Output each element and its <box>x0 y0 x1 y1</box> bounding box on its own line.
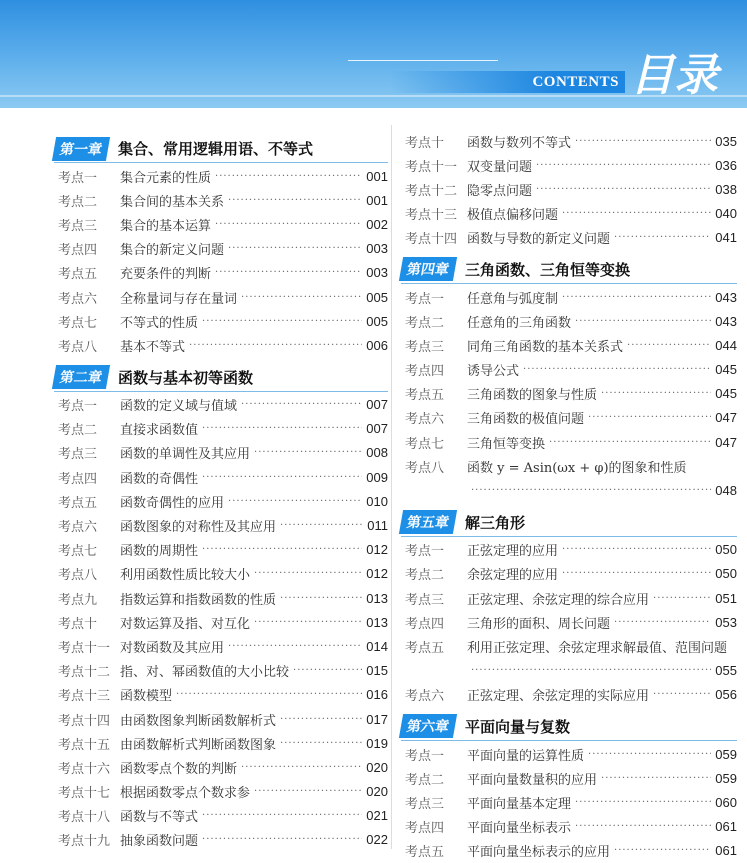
topic-number: 考点一 <box>58 399 98 415</box>
topic-number: 考点五 <box>405 640 445 656</box>
toc-entry[interactable] <box>405 586 737 610</box>
column-divider <box>391 125 392 849</box>
page-title: 目录 <box>630 50 718 101</box>
topic-number: 考点四 <box>58 471 98 487</box>
topic-number: 考点三 <box>58 218 98 234</box>
topic-title: 双变量问题 <box>467 159 533 175</box>
dot-leader <box>202 810 362 821</box>
dot-leader <box>293 665 362 676</box>
dot-leader <box>280 593 362 604</box>
topic-number: 考点十 <box>405 135 445 151</box>
dot-leader <box>254 447 362 458</box>
topic-title: 集合的基本运算 <box>120 218 212 234</box>
topic-title: 集合间的基本关系 <box>120 194 225 210</box>
toc-entry[interactable] <box>58 804 388 828</box>
dot-leader <box>575 821 711 832</box>
toc-entry[interactable] <box>58 212 388 236</box>
page-number: 051 <box>715 590 737 606</box>
toc-entry[interactable] <box>405 285 737 309</box>
topic-number: 考点二 <box>405 315 445 331</box>
topic-number: 考点一 <box>405 544 445 560</box>
dot-leader <box>601 773 711 784</box>
topic-title: 函数的周期性 <box>120 544 199 560</box>
toc-entry[interactable] <box>58 489 388 513</box>
topic-number: 考点十一 <box>405 159 458 175</box>
chapter-title: 平面向量与复数 <box>465 717 571 736</box>
page-number: 016 <box>366 687 388 703</box>
topic-number: 考点十八 <box>58 810 111 826</box>
page-number: 021 <box>366 808 388 824</box>
page-number: 005 <box>366 289 388 305</box>
dot-leader <box>241 399 362 410</box>
page-number: 059 <box>715 770 737 786</box>
topic-title: 隐零点问题 <box>467 183 533 199</box>
topic-number: 考点一 <box>58 170 98 186</box>
topic-title: 充要条件的判断 <box>120 267 212 283</box>
dot-leader <box>228 243 362 254</box>
contents-label: CONTENTS <box>390 71 625 93</box>
toc-entry[interactable] <box>58 513 388 537</box>
page-number: 045 <box>715 386 737 402</box>
dot-leader <box>588 749 711 760</box>
toc-entry[interactable] <box>58 164 388 188</box>
page-number: 059 <box>715 746 737 762</box>
topic-title: 集合元素的性质 <box>120 170 212 186</box>
toc-entry[interactable] <box>405 766 737 790</box>
page-number: 047 <box>715 434 737 450</box>
topic-number: 考点六 <box>405 412 445 428</box>
topic-number: 考点三 <box>405 592 445 608</box>
page-number: 014 <box>366 638 388 654</box>
page-number: 056 <box>715 687 737 703</box>
topic-title: 基本不等式 <box>120 339 186 355</box>
toc-right-column <box>405 129 737 863</box>
toc-entry[interactable] <box>405 562 737 586</box>
topic-title: 函数 y = Asin(ωx + φ)的图象和性质 <box>467 460 687 476</box>
dot-leader <box>549 437 711 448</box>
chapter-label: 第五章 <box>399 510 457 534</box>
page-number: 055 <box>715 663 737 679</box>
toc-entry[interactable] <box>58 707 388 731</box>
page-number: 015 <box>366 663 388 679</box>
toc-entry[interactable] <box>58 188 388 212</box>
topic-number: 考点四 <box>405 364 445 380</box>
chapter-title: 解三角形 <box>465 513 526 532</box>
topic-number: 考点九 <box>58 592 98 608</box>
toc-entry[interactable] <box>405 309 737 333</box>
topic-number: 考点十六 <box>58 761 111 777</box>
page-number: 043 <box>715 289 737 305</box>
topic-title: 三角函数的图象与性质 <box>467 388 598 404</box>
topic-title: 任意角的三角函数 <box>467 315 572 331</box>
toc-entry[interactable] <box>58 780 388 804</box>
topic-title: 平面向量坐标表示 <box>467 821 572 837</box>
dot-leader <box>241 292 362 303</box>
chapter-heading[interactable] <box>401 509 737 537</box>
topic-number: 考点四 <box>405 821 445 837</box>
topic-title: 函数模型 <box>120 689 173 705</box>
toc-entry-continuation[interactable] <box>405 478 737 502</box>
dot-leader <box>228 496 362 507</box>
toc-entry[interactable] <box>405 382 737 406</box>
chapter-title: 三角函数、三角恒等变换 <box>465 260 631 279</box>
topic-number: 考点十四 <box>405 232 458 248</box>
toc-entry[interactable] <box>58 237 388 261</box>
toc-left-column <box>58 129 388 852</box>
page-number: 038 <box>715 181 737 197</box>
topic-number: 考点十二 <box>58 665 111 681</box>
topic-number: 考点五 <box>58 495 98 511</box>
page-number: 035 <box>715 133 737 149</box>
topic-number: 考点八 <box>58 339 98 355</box>
page-number: 044 <box>715 337 737 353</box>
toc-entry[interactable] <box>405 202 737 226</box>
topic-title: 函数与不等式 <box>120 810 199 826</box>
topic-number: 考点十 <box>58 616 98 632</box>
topic-title: 三角函数的极值问题 <box>467 412 585 428</box>
topic-number: 考点六 <box>58 520 98 536</box>
dot-leader <box>228 641 362 652</box>
dot-leader <box>575 316 711 327</box>
topic-number: 考点三 <box>405 796 445 812</box>
toc-entry[interactable] <box>405 683 737 707</box>
toc-entry[interactable] <box>58 309 388 333</box>
dot-leader <box>627 340 711 351</box>
dot-leader <box>215 171 362 182</box>
toc-entry-continuation[interactable] <box>405 659 737 683</box>
topic-number: 考点四 <box>405 616 445 632</box>
page-number: 003 <box>366 241 388 257</box>
toc-entry[interactable] <box>58 828 388 852</box>
topic-title: 集合的新定义问题 <box>120 243 225 259</box>
page-number: 013 <box>366 590 388 606</box>
page-number: 007 <box>366 421 388 437</box>
topic-title: 正弦定理、余弦定理的综合应用 <box>467 592 650 608</box>
topic-title: 函数的定义域与值域 <box>120 399 238 415</box>
page-number: 012 <box>366 542 388 558</box>
dot-leader <box>228 195 362 206</box>
dot-leader <box>202 544 362 555</box>
toc-entry[interactable] <box>58 261 388 285</box>
toc-entry[interactable] <box>405 610 737 634</box>
topic-number: 考点四 <box>58 243 98 259</box>
page-number: 020 <box>366 784 388 800</box>
dot-leader <box>471 485 711 496</box>
chapter-heading[interactable] <box>54 135 388 163</box>
topic-title: 由函数图象判断函数解析式 <box>120 713 277 729</box>
page-number: 061 <box>715 843 737 859</box>
toc-entry[interactable] <box>405 790 737 814</box>
toc-entry[interactable] <box>58 731 388 755</box>
topic-number: 考点十三 <box>405 208 458 224</box>
dot-leader <box>575 797 711 808</box>
dot-leader <box>601 388 711 399</box>
toc-entry[interactable] <box>405 358 737 382</box>
topic-number: 考点二 <box>58 194 98 210</box>
topic-title: 指、对、幂函数值的大小比较 <box>120 665 290 681</box>
topic-title: 函数零点个数的判断 <box>120 761 238 777</box>
page-number: 013 <box>366 614 388 630</box>
chapter-heading[interactable] <box>401 256 737 284</box>
page-number: 053 <box>715 614 737 630</box>
topic-title: 全称量词与存在量词 <box>120 291 238 307</box>
toc-entry[interactable] <box>405 839 737 863</box>
dot-leader <box>588 412 711 423</box>
dot-leader <box>215 267 362 278</box>
toc-entry[interactable] <box>58 755 388 779</box>
topic-title: 函数的单调性及其应用 <box>120 447 251 463</box>
dot-leader <box>202 472 362 483</box>
dot-leader <box>653 593 711 604</box>
page-number: 043 <box>715 313 737 329</box>
dot-leader <box>614 232 711 243</box>
topic-number: 考点十七 <box>58 786 111 802</box>
toc-entry[interactable] <box>405 177 737 201</box>
dot-leader <box>523 364 711 375</box>
dot-leader <box>202 423 362 434</box>
dot-leader <box>562 208 711 219</box>
page-number: 001 <box>366 168 388 184</box>
topic-title: 指数运算和指数函数的性质 <box>120 592 277 608</box>
dot-leader <box>254 568 362 579</box>
page-number: 001 <box>366 192 388 208</box>
page-number: 061 <box>715 819 737 835</box>
chapter-label: 第六章 <box>399 714 457 738</box>
topic-number: 考点七 <box>58 315 98 331</box>
toc-entry[interactable] <box>405 406 737 430</box>
page-number: 036 <box>715 157 737 173</box>
topic-title: 直接求函数值 <box>120 423 199 439</box>
topic-title: 正弦定理的应用 <box>467 544 559 560</box>
topic-title: 平面向量的运算性质 <box>467 748 585 764</box>
dot-leader <box>241 762 362 773</box>
topic-number: 考点二 <box>405 568 445 584</box>
toc-entry[interactable] <box>58 659 388 683</box>
dot-leader <box>280 714 362 725</box>
topic-number: 考点五 <box>58 267 98 283</box>
dot-leader <box>562 568 711 579</box>
dot-leader <box>202 834 362 845</box>
topic-title: 正弦定理、余弦定理的实际应用 <box>467 689 650 705</box>
topic-number: 考点六 <box>58 291 98 307</box>
topic-title: 不等式的性质 <box>120 315 199 331</box>
topic-number: 考点十三 <box>58 689 111 705</box>
topic-number: 考点七 <box>58 544 98 560</box>
dot-leader <box>562 544 711 555</box>
topic-title: 三角形的面积、周长问题 <box>467 616 611 632</box>
topic-title: 利用函数性质比较大小 <box>120 568 251 584</box>
page-number: 047 <box>715 410 737 426</box>
topic-title: 函数图象的对称性及其应用 <box>120 520 277 536</box>
dot-leader <box>614 617 711 628</box>
dot-leader <box>280 520 363 531</box>
dot-leader <box>536 160 711 171</box>
page-number: 017 <box>366 711 388 727</box>
page-number: 019 <box>366 735 388 751</box>
page-number: 048 <box>715 483 737 499</box>
chapter-label: 第四章 <box>399 257 457 281</box>
topic-number: 考点一 <box>405 748 445 764</box>
page-number: 020 <box>366 759 388 775</box>
toc-entry[interactable] <box>405 430 737 454</box>
topic-number: 考点八 <box>405 460 445 476</box>
topic-title: 三角恒等变换 <box>467 436 546 452</box>
page-number: 060 <box>715 794 737 810</box>
toc-entry[interactable] <box>58 285 388 309</box>
topic-title: 函数与导数的新定义问题 <box>467 232 611 248</box>
page-number: 007 <box>366 397 388 413</box>
topic-title: 利用正弦定理、余弦定理求解最值、范围问题 <box>467 640 728 656</box>
page-number: 011 <box>367 518 388 534</box>
topic-title: 平面向量坐标表示的应用 <box>467 845 611 861</box>
topic-title: 根据函数零点个数求参 <box>120 786 251 802</box>
topic-title: 对数函数及其应用 <box>120 640 225 656</box>
topic-title: 平面向量数量积的应用 <box>467 772 598 788</box>
toc-entry[interactable] <box>58 538 388 562</box>
dot-leader <box>202 316 362 327</box>
topic-title: 抽象函数问题 <box>120 834 199 850</box>
topic-number: 考点八 <box>58 568 98 584</box>
dot-leader <box>575 136 711 147</box>
header-banner <box>0 0 747 108</box>
toc-entry[interactable] <box>405 454 737 478</box>
dot-leader <box>189 340 362 351</box>
toc-entry[interactable] <box>58 417 388 441</box>
page-number: 006 <box>366 337 388 353</box>
topic-title: 对数运算及指、对互化 <box>120 616 251 632</box>
dot-leader <box>176 689 362 700</box>
toc-entry[interactable] <box>405 129 737 153</box>
page-number: 005 <box>366 313 388 329</box>
topic-number: 考点七 <box>405 436 445 452</box>
page-number: 040 <box>715 206 737 222</box>
dot-leader <box>215 219 362 230</box>
topic-number: 考点二 <box>58 423 98 439</box>
topic-number: 考点十二 <box>405 183 458 199</box>
chapter-label: 第一章 <box>52 137 110 161</box>
page-number: 003 <box>366 265 388 281</box>
topic-number: 考点五 <box>405 388 445 404</box>
topic-title: 诱导公式 <box>467 364 520 380</box>
topic-number: 考点三 <box>58 447 98 463</box>
page-number: 010 <box>366 493 388 509</box>
topic-number: 考点三 <box>405 339 445 355</box>
toc-entry[interactable] <box>58 634 388 658</box>
toc-entry[interactable] <box>405 333 737 357</box>
topic-number: 考点十五 <box>58 737 111 753</box>
toc-entry[interactable] <box>405 538 737 562</box>
toc-entry[interactable] <box>58 333 388 357</box>
topic-title: 任意角与弧度制 <box>467 291 559 307</box>
dot-leader <box>536 184 711 195</box>
toc-entry[interactable] <box>58 393 388 417</box>
page-number: 002 <box>366 216 388 232</box>
decorative-line <box>348 60 498 61</box>
page-number: 022 <box>366 832 388 848</box>
topic-number: 考点一 <box>405 291 445 307</box>
toc-entry[interactable] <box>405 226 737 250</box>
topic-number: 考点五 <box>405 845 445 861</box>
chapter-title: 函数与基本初等函数 <box>118 368 254 387</box>
dot-leader <box>471 665 711 676</box>
topic-number: 考点十四 <box>58 713 111 729</box>
toc-entry[interactable] <box>58 683 388 707</box>
topic-title: 余弦定理的应用 <box>467 568 559 584</box>
topic-title: 函数的奇偶性 <box>120 471 199 487</box>
chapter-heading[interactable] <box>401 713 737 741</box>
topic-title: 平面向量基本定理 <box>467 796 572 812</box>
page-number: 045 <box>715 362 737 378</box>
toc-entry[interactable] <box>58 441 388 465</box>
dot-leader <box>280 738 362 749</box>
page-number: 050 <box>715 542 737 558</box>
toc-entry[interactable] <box>405 742 737 766</box>
dot-leader <box>614 845 711 856</box>
page-number: 008 <box>366 445 388 461</box>
dot-leader <box>254 617 362 628</box>
toc-entry[interactable] <box>405 634 737 658</box>
page-number: 041 <box>715 230 737 246</box>
toc-entry[interactable] <box>58 465 388 489</box>
dot-leader <box>254 786 362 797</box>
topic-title: 函数奇偶性的应用 <box>120 495 225 511</box>
dot-leader <box>653 689 711 700</box>
topic-title: 由函数解析式判断函数图象 <box>120 737 277 753</box>
dot-leader <box>562 292 711 303</box>
topic-number: 考点二 <box>405 772 445 788</box>
topic-title: 同角三角函数的基本关系式 <box>467 339 624 355</box>
topic-number: 考点十一 <box>58 640 111 656</box>
toc-entry[interactable] <box>58 610 388 634</box>
topic-title: 极值点偏移问题 <box>467 208 559 224</box>
chapter-title: 集合、常用逻辑用语、不等式 <box>118 140 314 158</box>
chapter-heading[interactable] <box>54 364 388 392</box>
toc-entry[interactable] <box>58 586 388 610</box>
toc-entry[interactable] <box>58 562 388 586</box>
page-number: 012 <box>366 566 388 582</box>
page-number: 050 <box>715 566 737 582</box>
topic-number: 考点六 <box>405 689 445 705</box>
page-number: 009 <box>366 469 388 485</box>
topic-title: 函数与数列不等式 <box>467 135 572 151</box>
toc-entry[interactable] <box>405 815 737 839</box>
chapter-label: 第二章 <box>52 365 110 389</box>
toc-entry[interactable] <box>405 153 737 177</box>
topic-number: 考点十九 <box>58 834 111 850</box>
